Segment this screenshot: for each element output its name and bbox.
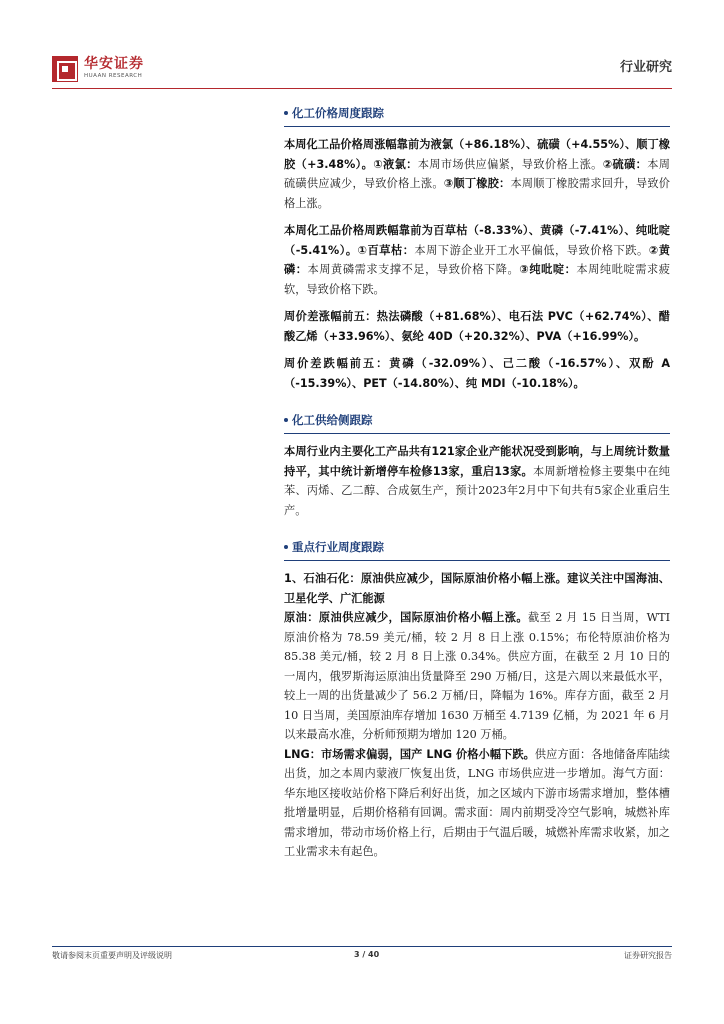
report-type: 证券研究报告 [624,951,672,960]
report-category: 行业研究 [619,60,672,75]
logo-seal-icon [52,56,78,82]
bullet-icon [284,111,288,115]
logo-english-name: HUAAN RESEARCH [84,73,143,79]
spread-fall-paragraph: 周价差跌幅前五：黄磷（-32.09%）、己二酸（-16.57%）、双酚 A（-15.39%）、PET（-14.80%）、纯 MDI（-10.18%）。 [284,357,670,390]
supply-paragraph: 本周行业内主要化工产品共有121家企业产能状况受到影响，与上周统计数量持平，其中统计新增停车检修13家，重启13家。本周新增检修主要集中在纯苯、丙烯、乙二醇、合成氨生产，预计2023年2月中下旬共有5家企业重启生产。 [284,445,670,517]
bullet-icon [284,418,288,422]
section-divider [284,560,670,561]
spread-rise-paragraph: 周价差涨幅前五：热法磷酸（+81.68%）、电石法 PVC（+62.74%）、醋酸乙烯（+33.96%）、氨纶 40D（+20.32%）、PVA（+16.99%）。 [284,310,670,343]
lng-paragraph: LNG：市场需求偏弱，国产 LNG 价格小幅下跌。供应方面：各地储备库陆续出货，加之本周内蒙液厂恢复出货，LNG 市场供应进一步增加。海气方面：华东地区接收站价格下降后利好出货，加之区域内下游市场需求增加，整体槽批增量明显，后期价格稍有回调。需求面：周内前期受冷空气影响，城燃补库需求增加，带动市场价格上行，后期由于气温后暖，城燃补库需求收紧，加之工业需求未有起色。 [284,747,670,858]
supply-section [284,411,670,520]
footer-divider [52,946,672,947]
main-content [284,104,670,862]
section-title: 化工价格周度跟踪 [284,104,670,122]
section-title: 重点行业周度跟踪 [284,538,670,556]
bullet-icon [284,545,288,549]
company-logo [52,50,144,82]
price-rise-paragraph: 本周化工品价格周涨幅靠前为液氯（+86.18%）、硫磺（+4.55%）、顺丁橡胶（+3.48%）。①液氯：本周市场供应偏紧，导致价格上涨。②硫磺：本周硫磺供应减少，导致价格上涨。③顺丁橡胶：本周顺丁橡胶需求回升，导致价格上涨。 [284,138,670,210]
header-divider [52,88,672,89]
page-number: 3 / 40 [354,950,380,959]
logo-name: 华安证券 [84,56,144,72]
section-divider [284,126,670,127]
price-fall-paragraph: 本周化工品价格周跌幅靠前为百草枯（-8.33%）、黄磷（-7.41%）、纯吡啶（-5.41%）。①百草枯：本周下游企业开工水平偏低，导致价格下跌。②黄磷：本周黄磷需求支撑不足，导致价格下降。③纯吡啶：本周纯吡啶需求疲软，导致价格下跌。 [284,224,670,296]
section-divider [284,433,670,434]
crude-oil-paragraph: 原油：原油供应减少，国际原油价格小幅上涨。截至 2 月 15 日当周，WTI 原油价格为 78.59 美元/桶，较 2 月 8 日上涨 0.15%；布伦特原油价格为 85.38 美元/桶，较 2 月 8 日上涨 0.34%。供应方面，在截至 2 月 10 日的一周内，俄罗斯海运原油出货量降至 290 万桶/日，这是六周以来最低水平，较上一周的出货量减少了 56.2 万桶/日，降幅为 16%。库存方面，截至 2 月 10 日当周，美国原油库存增加 1630 万桶至 4.7139 亿桶，为 2021 年 6 月以来最高水准，分析师预期为增加 120 万桶。 [284,611,670,741]
disclaimer-note: 敬请参阅末页重要声明及评级说明 [52,951,172,960]
industry-section [284,538,670,862]
section-title: 化工供给侧跟踪 [284,411,670,429]
page-footer [52,950,672,964]
page-header [52,50,672,86]
price-section [284,104,670,393]
petrochem-subheading: 1、石油石化：原油供应减少，国际原油价格小幅上涨。建议关注中国海油、卫星化学、广汇能源 [284,572,670,605]
